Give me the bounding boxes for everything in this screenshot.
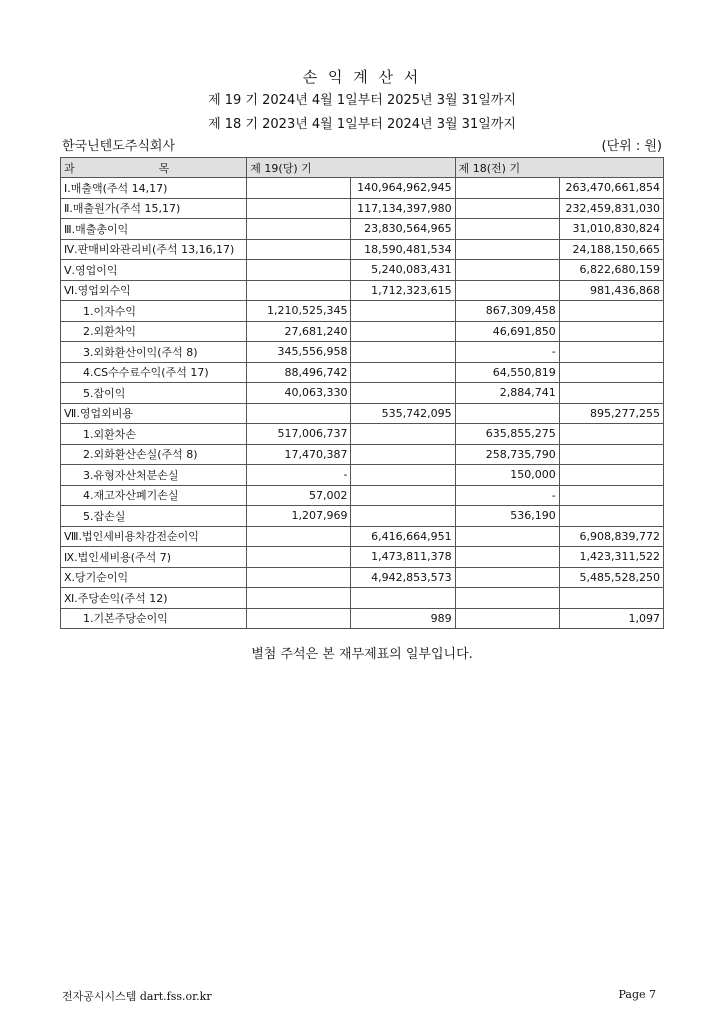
header-current: 제 19(당) 기 xyxy=(247,158,455,178)
prior-detail xyxy=(455,567,559,588)
prior-detail: - xyxy=(455,485,559,506)
prior-total xyxy=(559,301,663,322)
prior-detail: 150,000 xyxy=(455,465,559,486)
table-row xyxy=(61,280,664,301)
prior-total xyxy=(559,444,663,465)
current-total xyxy=(351,444,455,465)
row-name: Ⅹ.당기순이익 xyxy=(61,567,247,588)
current-total: 1,473,811,378 xyxy=(351,547,455,568)
prior-detail xyxy=(455,608,559,629)
prior-detail xyxy=(455,403,559,424)
prior-detail xyxy=(455,219,559,240)
current-detail xyxy=(247,260,351,281)
prior-detail xyxy=(455,588,559,609)
current-total: 1,712,323,615 xyxy=(351,280,455,301)
prior-total: 6,908,839,772 xyxy=(559,526,663,547)
prior-total: 981,436,868 xyxy=(559,280,663,301)
current-total: 6,416,664,951 xyxy=(351,526,455,547)
prior-total: 1,423,311,522 xyxy=(559,547,663,568)
current-detail: 40,063,330 xyxy=(247,383,351,404)
row-name: Ⅳ.판매비와관리비(주석 13,16,17) xyxy=(61,239,247,260)
table-row xyxy=(61,198,664,219)
row-name: 3.유형자산처분손실 xyxy=(61,465,247,486)
prior-detail xyxy=(455,198,559,219)
current-detail xyxy=(247,239,351,260)
prior-detail: 867,309,458 xyxy=(455,301,559,322)
current-detail xyxy=(247,547,351,568)
row-name: 2.외화환산손실(주석 8) xyxy=(61,444,247,465)
row-name: Ⅰ.매출액(주석 14,17) xyxy=(61,178,247,199)
current-detail: 17,470,387 xyxy=(247,444,351,465)
prior-detail: 635,855,275 xyxy=(455,424,559,445)
table-row xyxy=(61,608,664,629)
current-detail xyxy=(247,280,351,301)
row-name: 1.이자수익 xyxy=(61,301,247,322)
table-header-row xyxy=(61,158,664,178)
prior-detail xyxy=(455,260,559,281)
current-detail: 88,496,742 xyxy=(247,362,351,383)
row-name: Ⅶ.영업외비용 xyxy=(61,403,247,424)
prior-total: 24,188,150,665 xyxy=(559,239,663,260)
current-total: 140,964,962,945 xyxy=(351,178,455,199)
prior-detail: 2,884,741 xyxy=(455,383,559,404)
row-name: Ⅴ.영업이익 xyxy=(61,260,247,281)
current-detail xyxy=(247,219,351,240)
prior-total: 6,822,680,159 xyxy=(559,260,663,281)
header-item-b: 목 xyxy=(158,161,170,175)
prior-total: 895,277,255 xyxy=(559,403,663,424)
prior-total xyxy=(559,588,663,609)
current-total: 4,942,853,573 xyxy=(351,567,455,588)
row-name: Ⅷ.법인세비용차감전순이익 xyxy=(61,526,247,547)
prior-total xyxy=(559,465,663,486)
current-total: 535,742,095 xyxy=(351,403,455,424)
current-total: 18,590,481,534 xyxy=(351,239,455,260)
row-name: Ⅱ.매출원가(주석 15,17) xyxy=(61,198,247,219)
prior-detail: 64,550,819 xyxy=(455,362,559,383)
current-total xyxy=(351,588,455,609)
statement-title: 손 익 계 산 서 xyxy=(302,68,422,86)
prior-total: 1,097 xyxy=(559,608,663,629)
table-row xyxy=(61,567,664,588)
table-row xyxy=(61,588,664,609)
current-total xyxy=(351,506,455,527)
prior-detail xyxy=(455,239,559,260)
prior-detail xyxy=(455,280,559,301)
current-detail: 1,210,525,345 xyxy=(247,301,351,322)
current-total xyxy=(351,424,455,445)
current-detail: 517,006,737 xyxy=(247,424,351,445)
row-name: Ⅸ.법인세비용(주석 7) xyxy=(61,547,247,568)
prior-detail: 46,691,850 xyxy=(455,321,559,342)
row-name: 1.기본주당순이익 xyxy=(61,608,247,629)
prior-detail xyxy=(455,526,559,547)
current-total: 117,134,397,980 xyxy=(351,198,455,219)
row-name: 4.재고자산폐기손실 xyxy=(61,485,247,506)
prior-detail: - xyxy=(455,342,559,363)
table-row xyxy=(61,403,664,424)
table-row xyxy=(61,444,664,465)
prior-total xyxy=(559,321,663,342)
table-row xyxy=(61,362,664,383)
current-total xyxy=(351,342,455,363)
current-detail xyxy=(247,198,351,219)
row-name: 4.CS수수료수익(주석 17) xyxy=(61,362,247,383)
footer-page: Page 7 xyxy=(618,988,656,1001)
prior-total xyxy=(559,383,663,404)
period-prior: 제 18 기 2023년 4월 1일부터 2024년 3월 31일까지 xyxy=(208,117,516,132)
prior-total: 31,010,830,824 xyxy=(559,219,663,240)
row-name: Ⅵ.영업외수익 xyxy=(61,280,247,301)
prior-detail: 536,190 xyxy=(455,506,559,527)
table-row xyxy=(61,239,664,260)
table-row xyxy=(61,485,664,506)
header-prior: 제 18(전) 기 xyxy=(455,158,663,178)
prior-total xyxy=(559,485,663,506)
table-row xyxy=(61,547,664,568)
current-total xyxy=(351,465,455,486)
footer-source: 전자공시시스템 dart.fss.or.kr xyxy=(62,990,212,1003)
table-row xyxy=(61,383,664,404)
table-row xyxy=(61,506,664,527)
period-current: 제 19 기 2024년 4월 1일부터 2025년 3월 31일까지 xyxy=(208,93,516,108)
current-detail: 345,556,958 xyxy=(247,342,351,363)
prior-detail xyxy=(455,178,559,199)
row-name: Ⅺ.주당손익(주석 12) xyxy=(61,588,247,609)
prior-total: 263,470,661,854 xyxy=(559,178,663,199)
table-row xyxy=(61,424,664,445)
income-statement-table xyxy=(60,157,664,629)
table-row xyxy=(61,465,664,486)
row-name: 5.잡이익 xyxy=(61,383,247,404)
row-name: 1.외환차손 xyxy=(61,424,247,445)
current-detail xyxy=(247,608,351,629)
current-detail xyxy=(247,403,351,424)
company-name: 한국닌텐도주식회사 xyxy=(62,139,176,154)
prior-total: 232,459,831,030 xyxy=(559,198,663,219)
table-row xyxy=(61,178,664,199)
current-detail xyxy=(247,567,351,588)
prior-total: 5,485,528,250 xyxy=(559,567,663,588)
footnote: 별첨 주석은 본 재무제표의 일부입니다. xyxy=(251,647,473,662)
table-row xyxy=(61,526,664,547)
current-detail: - xyxy=(247,465,351,486)
current-detail: 27,681,240 xyxy=(247,321,351,342)
unit-label: (단위 : 원) xyxy=(601,139,662,154)
header-item-a: 과 xyxy=(64,161,75,175)
current-total xyxy=(351,301,455,322)
prior-detail xyxy=(455,547,559,568)
row-name: Ⅲ.매출총이익 xyxy=(61,219,247,240)
current-detail xyxy=(247,526,351,547)
table-row xyxy=(61,321,664,342)
current-detail xyxy=(247,588,351,609)
table-row xyxy=(61,301,664,322)
prior-total xyxy=(559,424,663,445)
row-name: 5.잡손실 xyxy=(61,506,247,527)
prior-detail: 258,735,790 xyxy=(455,444,559,465)
row-name: 2.외환차익 xyxy=(61,321,247,342)
current-detail: 57,002 xyxy=(247,485,351,506)
row-name: 3.외화환산이익(주석 8) xyxy=(61,342,247,363)
current-detail xyxy=(247,178,351,199)
current-total: 5,240,083,431 xyxy=(351,260,455,281)
table-row xyxy=(61,219,664,240)
table-row xyxy=(61,342,664,363)
current-total: 989 xyxy=(351,608,455,629)
current-total: 23,830,564,965 xyxy=(351,219,455,240)
table-row xyxy=(61,260,664,281)
current-total xyxy=(351,321,455,342)
prior-total xyxy=(559,342,663,363)
current-total xyxy=(351,383,455,404)
current-total xyxy=(351,362,455,383)
header-item xyxy=(61,158,247,178)
current-detail: 1,207,969 xyxy=(247,506,351,527)
prior-total xyxy=(559,362,663,383)
current-total xyxy=(351,485,455,506)
prior-total xyxy=(559,506,663,527)
